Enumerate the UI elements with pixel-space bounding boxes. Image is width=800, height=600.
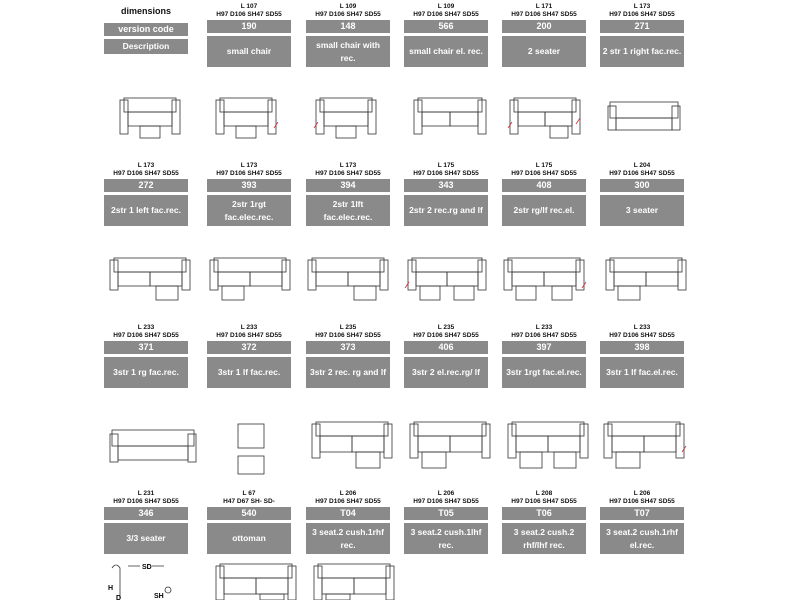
- item-393: [207, 162, 291, 226]
- item-406: [404, 324, 488, 388]
- description: small chair with rec.: [306, 36, 390, 67]
- item-540: [207, 490, 291, 554]
- dimensions-text: L 233 H97 D106 SH47 SD55: [511, 324, 577, 339]
- two-seater-right-recliner-drawing: [506, 94, 582, 140]
- dimensions-label: dimensions: [120, 6, 171, 16]
- description: 2 str 1 right fac.rec.: [600, 36, 684, 67]
- version-code: T07: [600, 507, 684, 520]
- description: 2str 2 rec.rg and lf: [404, 195, 488, 226]
- small-chair-el-recliner-drawing: [312, 94, 378, 140]
- version-code: 398: [600, 341, 684, 354]
- version-code: 397: [502, 341, 586, 354]
- item-346: [104, 490, 188, 554]
- sofa-drawing-partial-1: [214, 560, 298, 600]
- three-three-seater-drawing: [108, 428, 198, 468]
- version-code: 271: [600, 20, 684, 33]
- three-seat-right-recliner-drawing: [310, 418, 394, 474]
- version-code-label: version code: [104, 23, 188, 36]
- description: ottoman: [207, 523, 291, 554]
- two-str-el-recliners-drawing: [502, 254, 588, 304]
- version-code: 394: [306, 179, 390, 192]
- dimensions-text: L 175 H97 D106 SH47 SD55: [413, 162, 479, 177]
- version-code: 200: [502, 20, 586, 33]
- item-398: [600, 324, 684, 388]
- two-str-two-recliners-drawing: [404, 254, 488, 304]
- item-397: [502, 324, 586, 388]
- two-str-front-view-drawing: [606, 100, 682, 134]
- description-label: Description: [104, 39, 188, 54]
- item-372: [207, 324, 291, 388]
- dimensions-text: L 235 H97 D106 SH47 SD55: [413, 324, 479, 339]
- version-code: 566: [404, 20, 488, 33]
- item-T06: [502, 490, 586, 554]
- version-code: T04: [306, 507, 390, 520]
- item-272: [104, 162, 188, 226]
- description: small chair: [207, 36, 291, 67]
- dimensions-text: L 67 H47 D67 SH- SD-: [223, 490, 275, 505]
- sh-label: SH: [154, 593, 164, 600]
- item-T05: [404, 490, 488, 554]
- item-566: [404, 3, 488, 67]
- version-code: 371: [104, 341, 188, 354]
- version-code: 300: [600, 179, 684, 192]
- item-343: [404, 162, 488, 226]
- small-chair-recliner-drawing: [214, 94, 280, 140]
- description: 3str 2 rec. rg and lf: [306, 357, 390, 388]
- two-str-left-recliner-drawing: [108, 254, 192, 304]
- item-T07: [600, 490, 684, 554]
- description: 2 seater: [502, 36, 586, 67]
- dimension-legend-diagram: [106, 560, 196, 600]
- description: 3/3 seater: [104, 523, 188, 554]
- description: 3str 1 lf fac.el.rec.: [600, 357, 684, 388]
- sd-label: SD: [142, 564, 152, 571]
- item-373: [306, 324, 390, 388]
- three-seat-el-recliner-drawing: [602, 418, 690, 474]
- dimensions-text: L 233 H97 D106 SH47 SD55: [113, 324, 179, 339]
- dimensions-text: L 206 H97 D106 SH47 SD55: [413, 490, 479, 505]
- dimensions-text: L 171 H97 D106 SH47 SD55: [511, 3, 577, 18]
- three-seat-two-recliners-drawing: [506, 418, 590, 474]
- item-394: [306, 162, 390, 226]
- description: 3str 1rgt fac.el.rec.: [502, 357, 586, 388]
- dimensions-text: L 173 H97 D106 SH47 SD55: [216, 162, 282, 177]
- dimensions-text: L 173 H97 D106 SH47 SD55: [315, 162, 381, 177]
- description: 2str 1 left fac.rec.: [104, 195, 188, 226]
- version-code: 148: [306, 20, 390, 33]
- version-code: 343: [404, 179, 488, 192]
- version-code: 190: [207, 20, 291, 33]
- two-seater-drawing: [412, 94, 488, 140]
- sofa-drawing-partial-2: [312, 560, 396, 600]
- description: 3 seat.2 cush.1rhf el.rec.: [600, 523, 684, 554]
- dimensions-text: L 231 H97 D106 SH47 SD55: [113, 490, 179, 505]
- version-code: 373: [306, 341, 390, 354]
- dimensions-text: L 206 H97 D106 SH47 SD55: [609, 490, 675, 505]
- h-label: H: [108, 585, 114, 592]
- description: 2str 1rgt fac.elec.rec.: [207, 195, 291, 226]
- description: 3 seat.2 cush.1rhf rec.: [306, 523, 390, 554]
- description: small chair el. rec.: [404, 36, 488, 67]
- description: 3str 2 el.rec.rg/ lf: [404, 357, 488, 388]
- item-408: [502, 162, 586, 226]
- item-300: [600, 162, 684, 226]
- dimensions-text: L 109 H97 D106 SH47 SD55: [413, 3, 479, 18]
- dimensions-text: L 107 H97 D106 SH47 SD55: [216, 3, 282, 18]
- two-str-left-el-recliner-drawing: [306, 254, 390, 304]
- dimensions-text: L 206 H97 D106 SH47 SD55: [315, 490, 381, 505]
- item-271: [600, 3, 684, 67]
- description: 3str 1 rg fac.rec.: [104, 357, 188, 388]
- dimensions-text: L 109 H97 D106 SH47 SD55: [315, 3, 381, 18]
- version-code: 540: [207, 507, 291, 520]
- dimensions-text: L 235 H97 D106 SH47 SD55: [315, 324, 381, 339]
- description: 3 seat.2 cush.1lhf rec.: [404, 523, 488, 554]
- dimensions-text: L 233 H97 D106 SH47 SD55: [609, 324, 675, 339]
- description: 2str 1lft fac.elec.rec.: [306, 195, 390, 226]
- item-T04: [306, 490, 390, 554]
- three-seater-drawing: [604, 254, 688, 304]
- ottoman-drawing: [234, 422, 268, 480]
- small-chair-drawing: [118, 94, 182, 140]
- version-code: T05: [404, 507, 488, 520]
- version-code: 346: [104, 507, 188, 520]
- description: 3str 1 lf fac.rec.: [207, 357, 291, 388]
- dimensions-text: L 173 H97 D106 SH47 SD55: [113, 162, 179, 177]
- version-code: 408: [502, 179, 586, 192]
- description: 3 seater: [600, 195, 684, 226]
- item-200: [502, 3, 586, 67]
- dimensions-text: L 173 H97 D106 SH47 SD55: [609, 3, 675, 18]
- version-code: 393: [207, 179, 291, 192]
- three-seat-left-recliner-drawing: [408, 418, 492, 474]
- dimensions-text: L 233 H97 D106 SH47 SD55: [216, 324, 282, 339]
- item-371: [104, 324, 188, 388]
- item-190: [207, 3, 291, 67]
- d-label: D: [116, 595, 122, 600]
- dimensions-text: L 204 H97 D106 SH47 SD55: [609, 162, 675, 177]
- description: 3 seat.2 cush.2 rhf/lhf rec.: [502, 523, 586, 554]
- item-148: [306, 3, 390, 67]
- dimensions-text: L 175 H97 D106 SH47 SD55: [511, 162, 577, 177]
- version-code: T06: [502, 507, 586, 520]
- description: 2str rg/lf rec.el.: [502, 195, 586, 226]
- version-code: 272: [104, 179, 188, 192]
- version-code: 406: [404, 341, 488, 354]
- two-str-right-el-recliner-drawing: [208, 254, 292, 304]
- dimensions-text: L 208 H97 D106 SH47 SD55: [511, 490, 577, 505]
- version-code: 372: [207, 341, 291, 354]
